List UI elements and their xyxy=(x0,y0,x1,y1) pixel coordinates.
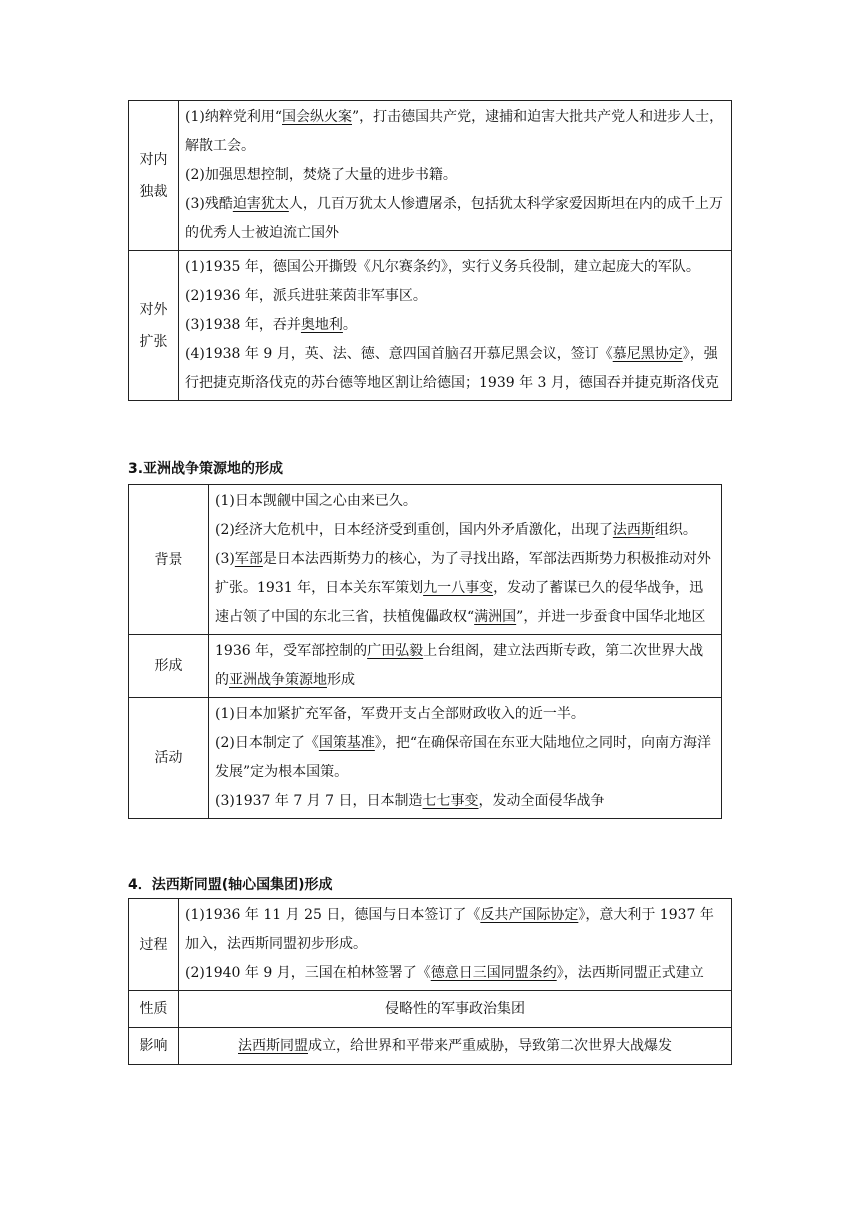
key-term: 军部 xyxy=(234,551,263,567)
row-content-cell xyxy=(179,899,732,991)
text-segment: ，发动全面侵华战争 xyxy=(478,793,605,809)
content-item xyxy=(185,282,725,311)
row-label: 性质 xyxy=(139,1001,168,1017)
table-germany-policies xyxy=(128,100,732,401)
row-label-cell xyxy=(129,485,209,635)
text-segment: (3) xyxy=(215,551,235,567)
text-segment: (1)1936 年 11 月 25 日，德国与日本签订了《 xyxy=(185,907,481,923)
key-term: 九一八事变 xyxy=(423,580,494,596)
text-segment: 》，强行把捷克斯洛伐克的苏台德等地区割让给德国；1939 年 3 月，德国吞并捷克斯洛伐克 xyxy=(185,346,719,391)
table-row xyxy=(129,101,732,251)
text-segment: 》，法西斯同盟正式建立 xyxy=(556,965,704,981)
row-label-cell xyxy=(129,899,179,991)
text-segment: (2)日本制定了《 xyxy=(215,735,319,751)
content-item xyxy=(185,190,725,248)
key-term: 国策基准 xyxy=(318,735,375,751)
text-segment: ”，打击德国共产党，逮捕和迫害大批共产党人和进步人士，解散工会。 xyxy=(185,109,724,154)
text-segment: (3)1938 年，吞并 xyxy=(185,317,301,333)
key-term: 奥地利 xyxy=(300,317,343,333)
row-label: 对外扩张 xyxy=(139,301,168,350)
row-label-cell xyxy=(129,101,179,251)
table-row xyxy=(129,698,722,819)
key-term: 七七事变 xyxy=(422,793,479,809)
text-segment: 》，意大利于 1937 年加入，法西斯同盟初步形成。 xyxy=(185,907,714,952)
row-content-cell xyxy=(179,1028,732,1065)
content-item xyxy=(215,637,715,695)
text-segment: (4)1938 年 9 月，英、法、德、意四国首脑召开慕尼黑会议，签订《 xyxy=(185,346,613,362)
key-term: 法西斯同盟 xyxy=(238,1037,308,1054)
text-segment: (2)经济大危机中，日本经济受到重创，国内外矛盾激化，出现了 xyxy=(215,522,613,538)
text-segment: 是日本法西斯势力的核心，为了寻找出路，军部法西斯势力积极推动对外扩张。1931 年，日本关东军策划 xyxy=(215,551,711,596)
table-row xyxy=(129,899,732,991)
text-segment: (2)1940 年 9 月，三国在柏林签署了《 xyxy=(185,965,431,981)
row-label-cell xyxy=(129,635,209,698)
table-row xyxy=(129,485,722,635)
content-item xyxy=(215,729,715,787)
text-segment: ”，并进一步蚕食中国华北地区 xyxy=(516,609,706,625)
text-segment: (1)纳粹党利用“ xyxy=(185,109,282,125)
text-segment: ，发动了蓄谋已久的侵华战争，迅速占领了中国的东北三省，扶植傀儡政权“ xyxy=(215,580,704,625)
row-content-cell xyxy=(179,991,732,1028)
key-term: 反共产国际协定 xyxy=(480,907,579,923)
section-3-heading: 3.亚洲战争策源地的形成 xyxy=(128,461,284,477)
content-item xyxy=(185,959,725,988)
text-segment: (1)1935 年，德国公开撕毁《凡尔赛条约》，实行义务兵役制，建立起庞大的军队。 xyxy=(185,259,700,275)
key-term: 法西斯 xyxy=(612,522,655,538)
content-item xyxy=(185,253,725,282)
text-segment: 1936 年，受军部控制的 xyxy=(215,643,368,659)
row-label: 活动 xyxy=(154,750,183,766)
text-segment: (3)残酷 xyxy=(185,196,233,212)
section-4-heading: 4．法西斯同盟(轴心国集团)形成 xyxy=(128,877,333,893)
table-row xyxy=(129,1028,732,1065)
content-item xyxy=(185,103,725,161)
text-segment: 成立，给世界和平带来严重威胁，导致第二次世界大战爆发 xyxy=(308,1037,672,1054)
row-label: 过程 xyxy=(139,936,168,953)
content-item xyxy=(185,995,725,1024)
row-label: 形成 xyxy=(154,658,183,674)
row-label-cell xyxy=(129,1028,179,1065)
key-term: 德意日三国同盟条约 xyxy=(430,965,557,981)
key-term: 亚洲战争策源地 xyxy=(229,672,327,688)
text-segment: 。 xyxy=(342,317,357,333)
row-content-cell xyxy=(179,101,732,251)
text-segment: 侵略性的军事政治集团 xyxy=(385,1000,525,1017)
text-segment: 》，把“在确保帝国在东亚大陆地位之同时，向南方海洋发展”定为根本国策。 xyxy=(215,735,711,780)
table-row xyxy=(129,635,722,698)
key-term: 广田弘毅 xyxy=(367,643,424,659)
table-asia-war-source xyxy=(128,484,722,819)
row-label-cell xyxy=(129,251,179,401)
text-segment: 人，几百万犹太人惨遭屠杀，包括犹太科学家爱因斯坦在内的成千上万的优秀人士被迫流亡国外 xyxy=(185,196,723,241)
table-row xyxy=(129,991,732,1028)
key-term: 慕尼黑协定 xyxy=(612,346,683,362)
row-label-cell xyxy=(129,698,209,819)
text-segment: (2)加强思想控制，焚烧了大量的进步书籍。 xyxy=(185,167,457,183)
content-item xyxy=(215,516,715,545)
content-item xyxy=(185,311,725,340)
key-term: 国会纵火案 xyxy=(282,109,352,125)
table-fascist-alliance xyxy=(128,898,732,1065)
row-label-cell xyxy=(129,991,179,1028)
row-content-cell xyxy=(209,635,722,698)
text-segment: (2)1936 年，派兵进驻莱茵非军事区。 xyxy=(185,288,427,304)
text-segment: (3)1937 年 7 月 7 日，日本制造 xyxy=(215,793,423,809)
content-item xyxy=(215,700,715,729)
row-label: 影响 xyxy=(139,1038,168,1054)
content-item xyxy=(185,340,725,398)
key-term: 迫害犹太 xyxy=(232,196,289,212)
text-segment: (1)日本加紧扩充军备，军费开支占全部财政收入的近一半。 xyxy=(215,706,585,722)
row-content-cell xyxy=(209,485,722,635)
table-row xyxy=(129,251,732,401)
row-label: 背景 xyxy=(154,551,183,568)
content-item xyxy=(185,1032,725,1061)
row-content-cell xyxy=(179,251,732,401)
text-segment: 上台组阁，建立法西斯专政，第二次世界大战的 xyxy=(215,643,704,688)
row-content-cell xyxy=(209,698,722,819)
content-item xyxy=(215,487,715,516)
text-segment: 形成 xyxy=(327,672,355,688)
content-item xyxy=(185,161,725,190)
key-term: 满洲国 xyxy=(474,609,517,625)
content-item xyxy=(185,901,725,959)
text-segment: (1)日本觊觎中国之心由来已久。 xyxy=(215,493,417,509)
content-item xyxy=(215,545,715,632)
row-label: 对内独裁 xyxy=(139,151,168,200)
text-segment: 组织。 xyxy=(654,522,697,538)
content-item xyxy=(215,787,715,816)
